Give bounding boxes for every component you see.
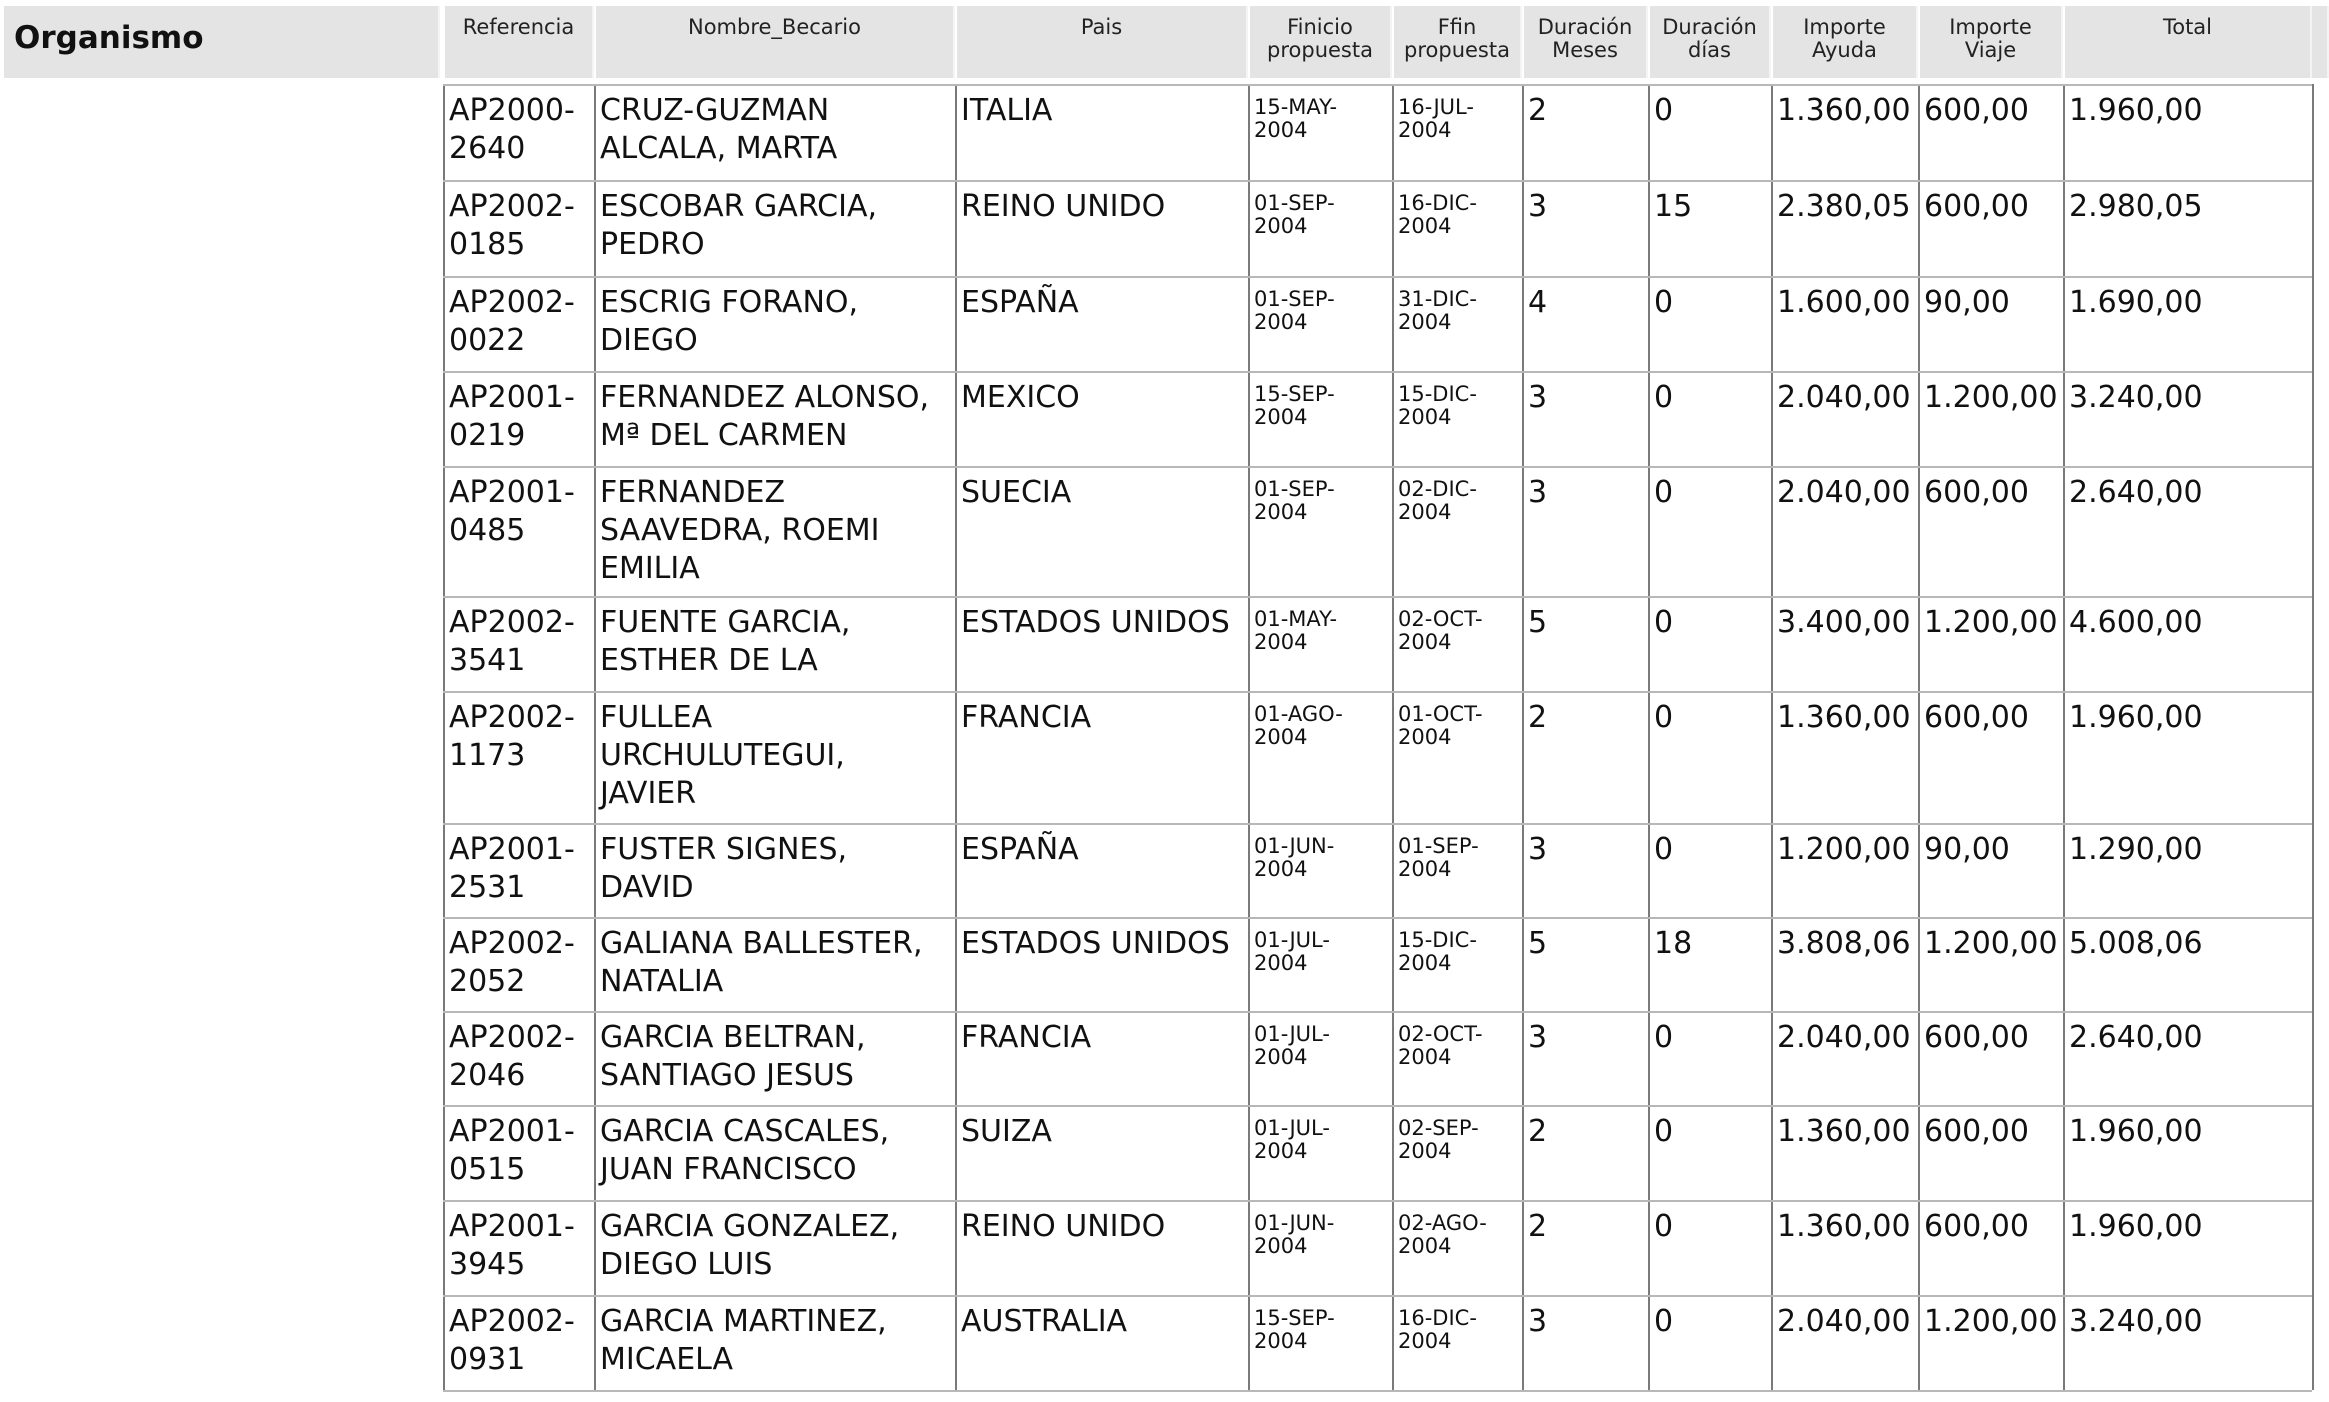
organismo-header: [4, 6, 440, 78]
cell-ffin-line: 15-DIC-: [1398, 382, 1477, 406]
cell-name: [600, 604, 850, 680]
column-divider: [594, 84, 596, 1390]
header-total-line: Total: [2162, 15, 2213, 39]
cell-viaje: 1.200,00: [1924, 1304, 2058, 1339]
cell-ffin-line: 16-DIC-: [1398, 191, 1477, 215]
cell-ref: [449, 699, 575, 775]
cell-meses: 3: [1528, 832, 1548, 867]
cell-ayuda: 2.040,00: [1777, 380, 1911, 415]
cell-ffin-line: 2004: [1398, 500, 1452, 524]
cell-ref-line: AP2002-: [449, 1304, 575, 1339]
cell-viaje: 1.200,00: [1924, 605, 2058, 640]
cell-total: 2.980,05: [2069, 189, 2203, 224]
cell-name-line: FULLEA: [600, 700, 713, 735]
organismo-label: Organismo: [14, 20, 204, 56]
cell-finicio-line: 15-MAY-: [1254, 95, 1338, 119]
cell-ref-line: 0485: [449, 513, 526, 548]
cell-ayuda: 3.400,00: [1777, 605, 1911, 640]
cell-ref: [449, 925, 575, 1001]
cell-ffin-line: 2004: [1398, 630, 1452, 654]
cell-total: 5.008,06: [2069, 926, 2203, 961]
cell-pais: ESTADOS UNIDOS: [961, 926, 1230, 961]
cell-total: 1.960,00: [2069, 1114, 2203, 1149]
cell-meses: 5: [1528, 605, 1548, 640]
cell-viaje: 90,00: [1924, 285, 2010, 320]
cell-dias: 0: [1654, 1114, 1674, 1149]
column-divider: [1522, 84, 1524, 1390]
header-ffin: [1394, 6, 1522, 78]
cell-total: 1.960,00: [2069, 1209, 2203, 1244]
cell-ref-line: AP2002-: [449, 926, 575, 961]
cell-name-line: GARCIA GONZALEZ,: [600, 1209, 900, 1244]
cell-viaje: 90,00: [1924, 832, 2010, 867]
cell-ref: [449, 474, 575, 550]
cell-pais: FRANCIA: [961, 700, 1092, 735]
cell-pais: ESPAÑA: [961, 285, 1079, 320]
cell-finicio-line: 01-JUN-: [1254, 834, 1335, 858]
cell-pais: ESPAÑA: [961, 832, 1079, 867]
cell-ref-line: AP2000-: [449, 93, 575, 128]
header-meses-line: Meses: [1552, 38, 1618, 62]
cell-finicio: [1254, 1212, 1334, 1258]
cell-pais: FRANCIA: [961, 1020, 1092, 1055]
cell-ffin: [1398, 703, 1483, 749]
cell-pais: SUIZA: [961, 1114, 1052, 1149]
cell-name-line: MICAELA: [600, 1342, 734, 1377]
cell-viaje: 600,00: [1924, 1209, 2029, 1244]
cell-ref-line: 2640: [449, 131, 526, 166]
cell-finicio-line: 2004: [1254, 118, 1308, 142]
cell-ref-line: 1173: [449, 738, 526, 773]
cell-finicio-line: 2004: [1254, 630, 1308, 654]
cell-name-line: DAVID: [600, 870, 694, 905]
cell-dias: 0: [1654, 380, 1674, 415]
cell-ffin: [1398, 288, 1477, 334]
cell-total: 3.240,00: [2069, 380, 2203, 415]
cell-name-line: Mª DEL CARMEN: [600, 418, 848, 453]
cell-ref-line: AP2001-: [449, 1114, 575, 1149]
cell-dias: 0: [1654, 1020, 1674, 1055]
cell-name-line: GALIANA BALLESTER,: [600, 926, 923, 961]
cell-ref-line: 0022: [449, 323, 526, 358]
cell-name-line: NATALIA: [600, 964, 724, 999]
cell-finicio-line: 2004: [1254, 725, 1308, 749]
header-dias-line: Duración: [1662, 15, 1757, 39]
cell-viaje: 600,00: [1924, 475, 2029, 510]
cell-ffin-line: 2004: [1398, 310, 1452, 334]
cell-finicio: [1254, 608, 1337, 654]
cell-name-line: JUAN FRANCISCO: [600, 1152, 857, 1187]
cell-ffin-line: 2004: [1398, 1329, 1452, 1353]
header-ayuda: [1773, 6, 1918, 78]
cell-dias: 0: [1654, 1304, 1674, 1339]
cell-ffin-line: 2004: [1398, 1045, 1452, 1069]
cell-meses: 3: [1528, 475, 1548, 510]
cell-pais: ITALIA: [961, 93, 1053, 128]
cell-name-line: FERNANDEZ: [600, 475, 786, 510]
row-divider: [443, 1200, 2312, 1202]
cell-name: [600, 925, 923, 1001]
cell-total: 2.640,00: [2069, 1020, 2203, 1055]
cell-viaje: 600,00: [1924, 93, 2029, 128]
cell-finicio-line: 01-JUL-: [1254, 1116, 1330, 1140]
header-meses-line: Duración: [1537, 15, 1633, 39]
cell-ffin-line: 16-JUL-: [1398, 95, 1474, 119]
column-divider: [1771, 84, 1773, 1390]
cell-finicio: [1254, 1117, 1330, 1163]
cell-meses: 2: [1528, 700, 1548, 735]
cell-ffin-line: 01-OCT-: [1398, 702, 1483, 726]
cell-finicio-line: 15-SEP-: [1254, 382, 1335, 406]
column-divider: [1648, 84, 1650, 1390]
header-meses: [1524, 6, 1648, 78]
cell-ffin-line: 2004: [1398, 118, 1452, 142]
cell-ref-line: AP2001-: [449, 380, 575, 415]
header-name: [596, 6, 955, 78]
cell-finicio: [1254, 1307, 1335, 1353]
cell-ffin-line: 02-SEP-: [1398, 1116, 1479, 1140]
header-name-line: Nombre_Becario: [688, 15, 861, 39]
row-divider: [443, 1011, 2312, 1013]
row-divider: [443, 1390, 2312, 1392]
cell-name-line: DIEGO LUIS: [600, 1247, 773, 1282]
cell-ffin-line: 31-DIC-: [1398, 287, 1477, 311]
cell-ayuda: 1.360,00: [1777, 700, 1911, 735]
cell-ref-line: AP2001-: [449, 832, 575, 867]
cell-ayuda: 1.600,00: [1777, 285, 1911, 320]
cell-finicio: [1254, 288, 1335, 334]
header-ayuda-line: Importe: [1803, 15, 1886, 39]
cell-finicio-line: 2004: [1254, 1234, 1308, 1258]
cell-meses: 3: [1528, 380, 1548, 415]
cell-ffin-line: 2004: [1398, 725, 1452, 749]
cell-finicio-line: 15-SEP-: [1254, 1306, 1335, 1330]
cell-ffin-line: 02-OCT-: [1398, 607, 1483, 631]
cell-ref-line: 0931: [449, 1342, 526, 1377]
header-fill: [2312, 6, 2329, 78]
cell-name-line: DIEGO: [600, 323, 698, 358]
cell-name: [600, 188, 877, 264]
cell-finicio: [1254, 835, 1334, 881]
cell-ref-line: 0515: [449, 1152, 526, 1187]
header-pais: [957, 6, 1248, 78]
cell-dias: 0: [1654, 700, 1674, 735]
cell-meses: 3: [1528, 189, 1548, 224]
cell-ref-line: 0185: [449, 227, 526, 262]
cell-ffin: [1398, 192, 1477, 238]
cell-finicio-line: 01-SEP-: [1254, 287, 1335, 311]
cell-name-line: GARCIA BELTRAN,: [600, 1020, 866, 1055]
cell-ayuda: 2.040,00: [1777, 1020, 1911, 1055]
cell-name-line: ESCOBAR GARCIA,: [600, 189, 878, 224]
cell-ayuda: 2.380,05: [1777, 189, 1911, 224]
row-divider: [443, 84, 2312, 86]
cell-dias: 0: [1654, 285, 1674, 320]
cell-name-line: GARCIA CASCALES,: [600, 1114, 890, 1149]
cell-total: 2.640,00: [2069, 475, 2203, 510]
cell-finicio-line: 01-SEP-: [1254, 191, 1335, 215]
header-ref: [445, 6, 594, 78]
cell-dias: 0: [1654, 832, 1674, 867]
header-finicio: [1250, 6, 1392, 78]
column-divider: [1918, 84, 1920, 1390]
cell-ffin-line: 16-DIC-: [1398, 1306, 1477, 1330]
cell-name: [600, 699, 845, 813]
cell-name-line: PEDRO: [600, 227, 705, 262]
header-viaje-line: Importe: [1949, 15, 2032, 39]
header-total: [2065, 6, 2312, 78]
cell-name: [600, 474, 880, 588]
cell-pais: REINO UNIDO: [961, 189, 1166, 224]
cell-finicio-line: 01-SEP-: [1254, 477, 1335, 501]
cell-ffin-line: 2004: [1398, 1139, 1452, 1163]
cell-dias: 0: [1654, 93, 1674, 128]
cell-meses: 2: [1528, 93, 1548, 128]
cell-name: [600, 379, 929, 455]
cell-name: [600, 92, 837, 168]
column-divider: [2063, 84, 2065, 1390]
cell-name-line: SANTIAGO JESUS: [600, 1058, 854, 1093]
cell-name-line: FERNANDEZ ALONSO,: [600, 380, 930, 415]
cell-name-line: ESTHER DE LA: [600, 643, 818, 678]
cell-ref-line: AP2001-: [449, 475, 575, 510]
cell-ref-line: AP2002-: [449, 285, 575, 320]
cell-ayuda: 1.360,00: [1777, 93, 1911, 128]
cell-ref-line: 3541: [449, 643, 526, 678]
cell-finicio: [1254, 1023, 1330, 1069]
cell-ayuda: 2.040,00: [1777, 475, 1911, 510]
cell-ayuda: 1.200,00: [1777, 832, 1911, 867]
cell-ffin-line: 2004: [1398, 951, 1452, 975]
cell-ref: [449, 831, 575, 907]
column-divider: [1392, 84, 1394, 1390]
cell-ffin-line: 2004: [1398, 857, 1452, 881]
cell-name-line: EMILIA: [600, 551, 700, 586]
cell-ref-line: AP2001-: [449, 1209, 575, 1244]
cell-ffin: [1398, 96, 1474, 142]
cell-ref-line: 2052: [449, 964, 526, 999]
cell-name-line: FUSTER SIGNES,: [600, 832, 848, 867]
cell-finicio-line: 2004: [1254, 214, 1308, 238]
cell-viaje: 600,00: [1924, 1020, 2029, 1055]
cell-name-line: SAAVEDRA, ROEMI: [600, 513, 880, 548]
row-divider: [443, 371, 2312, 373]
cell-ayuda: 2.040,00: [1777, 1304, 1911, 1339]
header-finicio-line: Finicio: [1287, 15, 1353, 39]
cell-ref: [449, 604, 575, 680]
cell-name: [600, 1113, 889, 1189]
cell-name-line: GARCIA MARTINEZ,: [600, 1304, 887, 1339]
cell-meses: 3: [1528, 1304, 1548, 1339]
cell-meses: 2: [1528, 1114, 1548, 1149]
cell-finicio-line: 01-MAY-: [1254, 607, 1338, 631]
cell-ffin: [1398, 1117, 1479, 1163]
cell-ffin: [1398, 608, 1483, 654]
cell-finicio-line: 2004: [1254, 405, 1308, 429]
cell-total: 4.600,00: [2069, 605, 2203, 640]
row-divider: [443, 1105, 2312, 1107]
cell-name-line: CRUZ-GUZMAN: [600, 93, 830, 128]
cell-ffin: [1398, 1023, 1483, 1069]
cell-name-line: ESCRIG FORANO,: [600, 285, 859, 320]
cell-name: [600, 1303, 887, 1379]
cell-ffin: [1398, 383, 1477, 429]
cell-ffin-line: 15-DIC-: [1398, 928, 1477, 952]
cell-finicio-line: 2004: [1254, 1139, 1308, 1163]
cell-meses: 5: [1528, 926, 1548, 961]
cell-finicio-line: 2004: [1254, 857, 1308, 881]
cell-ffin-line: 2004: [1398, 214, 1452, 238]
cell-ref: [449, 1303, 575, 1379]
cell-pais: SUECIA: [961, 475, 1072, 510]
cell-finicio-line: 01-AGO-: [1254, 702, 1343, 726]
cell-ffin-line: 2004: [1398, 1234, 1452, 1258]
header-finicio-line: propuesta: [1267, 38, 1373, 62]
cell-ffin: [1398, 929, 1477, 975]
cell-finicio-line: 2004: [1254, 1045, 1308, 1069]
header-pais-line: Pais: [1080, 15, 1123, 39]
cell-dias: 0: [1654, 475, 1674, 510]
column-divider: [955, 84, 957, 1390]
column-divider: [2312, 84, 2314, 1390]
header-ffin-line: Ffin: [1437, 15, 1477, 39]
cell-name-line: URCHULUTEGUI,: [600, 738, 845, 773]
cell-ref-line: AP2002-: [449, 189, 575, 224]
header-dias: [1650, 6, 1771, 78]
cell-viaje: 600,00: [1924, 1114, 2029, 1149]
cell-ref-line: 2046: [449, 1058, 526, 1093]
cell-viaje: 1.200,00: [1924, 380, 2058, 415]
header-ffin-line: propuesta: [1404, 38, 1510, 62]
cell-ref-line: 3945: [449, 1247, 526, 1282]
cell-ffin-line: 02-DIC-: [1398, 477, 1477, 501]
cell-finicio: [1254, 703, 1343, 749]
cell-pais: AUSTRALIA: [961, 1304, 1128, 1339]
cell-dias: 18: [1654, 926, 1693, 961]
cell-ref: [449, 1113, 575, 1189]
column-divider: [443, 84, 445, 1390]
row-divider: [443, 466, 2312, 468]
cell-finicio-line: 2004: [1254, 310, 1308, 334]
cell-ref-line: AP2002-: [449, 700, 575, 735]
cell-ffin-line: 01-SEP-: [1398, 834, 1479, 858]
cell-ayuda: 1.360,00: [1777, 1114, 1911, 1149]
cell-ref-line: AP2002-: [449, 605, 575, 640]
cell-ffin: [1398, 835, 1479, 881]
cell-viaje: 1.200,00: [1924, 926, 2058, 961]
cell-ref-line: 2531: [449, 870, 526, 905]
cell-finicio-line: 2004: [1254, 951, 1308, 975]
cell-name: [600, 1019, 866, 1095]
header-ref-line: Referencia: [462, 15, 575, 39]
cell-name: [600, 1208, 899, 1284]
cell-ref-line: 0219: [449, 418, 526, 453]
cell-total: 1.960,00: [2069, 700, 2203, 735]
cell-finicio: [1254, 929, 1330, 975]
cell-ayuda: 1.360,00: [1777, 1209, 1911, 1244]
cell-total: 3.240,00: [2069, 1304, 2203, 1339]
cell-ref: [449, 284, 575, 360]
row-divider: [443, 276, 2312, 278]
cell-ffin: [1398, 478, 1477, 524]
column-divider: [1248, 84, 1250, 1390]
header-viaje-line: Viaje: [1964, 38, 2017, 62]
cell-finicio: [1254, 96, 1337, 142]
cell-dias: 0: [1654, 1209, 1674, 1244]
cell-finicio-line: 01-JUL-: [1254, 928, 1330, 952]
header-dias-line: días: [1688, 38, 1731, 62]
cell-finicio-line: 01-JUL-: [1254, 1022, 1330, 1046]
row-divider: [443, 180, 2312, 182]
cell-dias: 15: [1654, 189, 1693, 224]
row-divider: [443, 1295, 2312, 1297]
cell-viaje: 600,00: [1924, 189, 2029, 224]
row-divider: [443, 823, 2312, 825]
cell-meses: 4: [1528, 285, 1548, 320]
row-divider: [443, 917, 2312, 919]
cell-finicio-line: 01-JUN-: [1254, 1211, 1335, 1235]
cell-ref: [449, 92, 575, 168]
cell-ref: [449, 379, 575, 455]
cell-dias: 0: [1654, 605, 1674, 640]
cell-finicio: [1254, 383, 1335, 429]
cell-name: [600, 284, 858, 360]
cell-ref: [449, 1019, 575, 1095]
cell-ref: [449, 188, 575, 264]
cell-meses: 3: [1528, 1020, 1548, 1055]
cell-name-line: JAVIER: [600, 776, 697, 811]
header-viaje: [1920, 6, 2063, 78]
cell-finicio: [1254, 478, 1335, 524]
cell-pais: REINO UNIDO: [961, 1209, 1166, 1244]
cell-ayuda: 3.808,06: [1777, 926, 1911, 961]
header-ayuda-line: Ayuda: [1812, 38, 1877, 62]
cell-finicio-line: 2004: [1254, 500, 1308, 524]
cell-name-line: FUENTE GARCIA,: [600, 605, 851, 640]
cell-ref-line: AP2002-: [449, 1020, 575, 1055]
cell-total: 1.690,00: [2069, 285, 2203, 320]
cell-pais: MEXICO: [961, 380, 1080, 415]
cell-viaje: 600,00: [1924, 700, 2029, 735]
cell-ffin-line: 02-OCT-: [1398, 1022, 1483, 1046]
cell-ffin: [1398, 1212, 1487, 1258]
cell-total: 1.960,00: [2069, 93, 2203, 128]
cell-ffin-line: 2004: [1398, 405, 1452, 429]
cell-total: 1.290,00: [2069, 832, 2203, 867]
cell-name: [600, 831, 847, 907]
row-divider: [443, 596, 2312, 598]
cell-finicio: [1254, 192, 1335, 238]
cell-finicio-line: 2004: [1254, 1329, 1308, 1353]
cell-ffin-line: 02-AGO-: [1398, 1211, 1487, 1235]
cell-ref: [449, 1208, 575, 1284]
cell-meses: 2: [1528, 1209, 1548, 1244]
cell-name-line: ALCALA, MARTA: [600, 131, 838, 166]
cell-ffin: [1398, 1307, 1477, 1353]
row-divider: [443, 691, 2312, 693]
cell-pais: ESTADOS UNIDOS: [961, 605, 1230, 640]
